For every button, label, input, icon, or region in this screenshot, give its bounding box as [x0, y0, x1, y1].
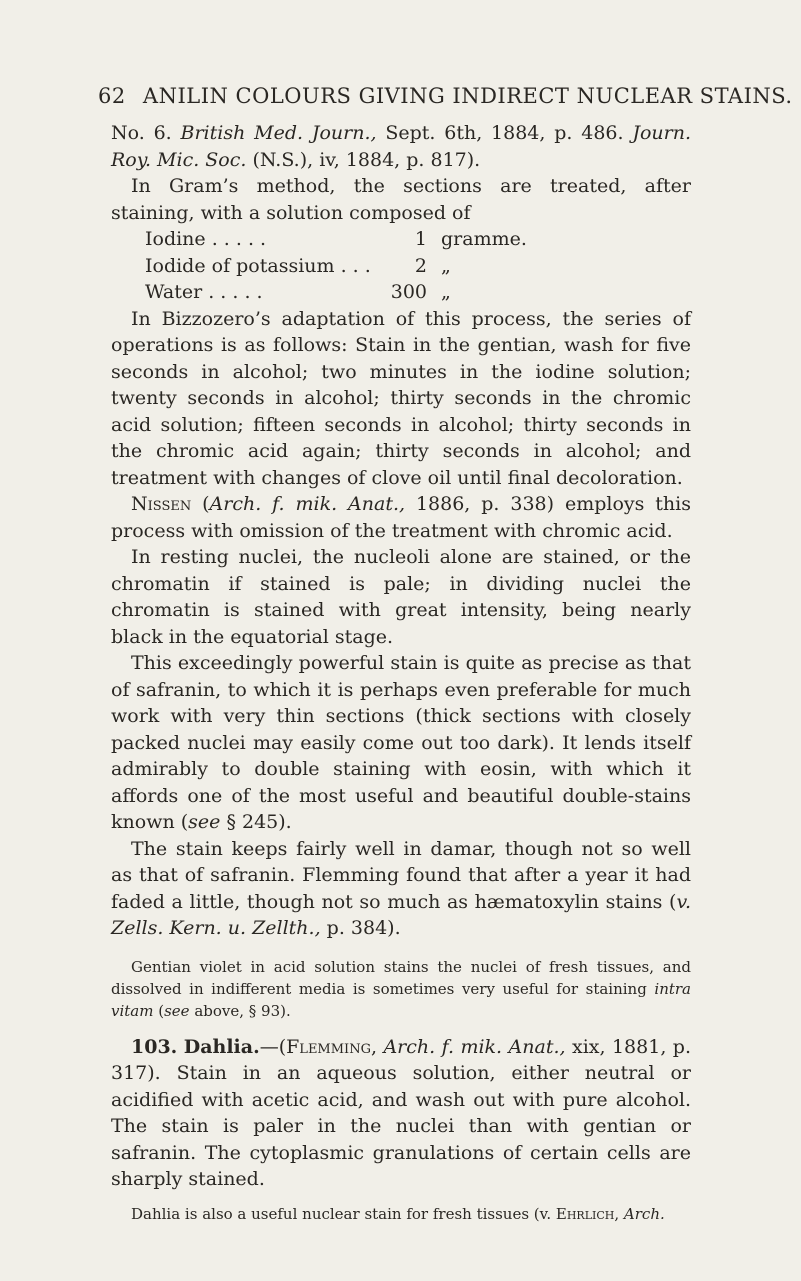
running-title: ANILIN COLOURS GIVING INDIRECT NUCLEAR STAINS. — [142, 84, 793, 108]
reference-line: No. 6. British Med. Journ., Sept. 6th, 1884, p. 486. Journ. Roy. Mic. Soc. (N.S.), iv, 1884, p. 817). — [111, 122, 691, 171]
paragraph-resting-nuclei: In resting nuclei, the nucleoli alone are stained, or the chromatin if stained is pale; in dividing nuclei the chromatin is stained with great intensity, being nearly black in the equatorial stage. — [111, 546, 691, 648]
paragraph-nissen: Nissen (Arch. f. mik. Anat., 1886, p. 338) employs this process with omission of the treatment with chromic acid. — [111, 493, 691, 542]
recipe-table — [145, 226, 691, 306]
note-dahlia: Dahlia is also a useful nuclear stain for fresh tissues (v. Ehrlich, Arch. — [131, 1204, 665, 1223]
note-gentian: Gentian violet in acid solution stains the nuclei of fresh tissues, and dissolved in indifferent media is sometimes very useful for staining intra vitam (see above, § 93). — [111, 957, 691, 1020]
page-body — [111, 120, 691, 1225]
paragraph-powerful-stain: This exceedingly powerful stain is quite as precise as that of safranin, to which it is perhaps even preferable for much work with very thin sections (thick sections with closely packed nuclei may easily come out too dark). It lends itself admirably to double staining with eosin, with which it affords one of the most useful and beautiful double-stains known (see § 245). — [111, 652, 691, 833]
recipe-row: Iodine . . . . . 1 gramme. — [145, 228, 527, 250]
recipe-row: Water . . . . . 300 „ — [145, 281, 451, 303]
page-number: 62 — [98, 84, 126, 108]
paragraph-bizzozero: In Bizzozero’s adaptation of this process, the series of operations is as follows: Stain in the gentian, wash for five seconds in alcohol; two minutes in the iodine solution; twenty seconds in alcohol; thirty seconds in the chromic acid solution; fifteen seconds in alcohol; thirty seconds in the chromic acid again; thirty seconds in alcohol; and treatment with changes of clove oil until final decoloration. — [111, 307, 691, 489]
paragraph-gram: In Gram’s method, the sections are treated, after staining, with a solution composed of — [111, 175, 691, 224]
paragraph-damar: The stain keeps fairly well in damar, though not so well as that of safranin. Flemming found that after a year it had faded a little, though not so much as hæmatoxylin stains (v. Zells. Kern. u. Zellth., p. 384). — [111, 837, 691, 939]
section-103-dahlia: 103. Dahlia.—(Flemming, Arch. f. mik. Anat., xix, 1881, p. 317). Stain in an aqueous solution, either neutral or acidified with acetic acid, and wash out with pure alcohol. The stain is paler in the nuclei than with gentian or safranin. The cytoplasmic granulations of certain cells are sharply stained. — [111, 1035, 691, 1190]
recipe-row: Iodide of potassium . . . 2 „ — [145, 254, 451, 277]
running-header — [98, 84, 793, 108]
